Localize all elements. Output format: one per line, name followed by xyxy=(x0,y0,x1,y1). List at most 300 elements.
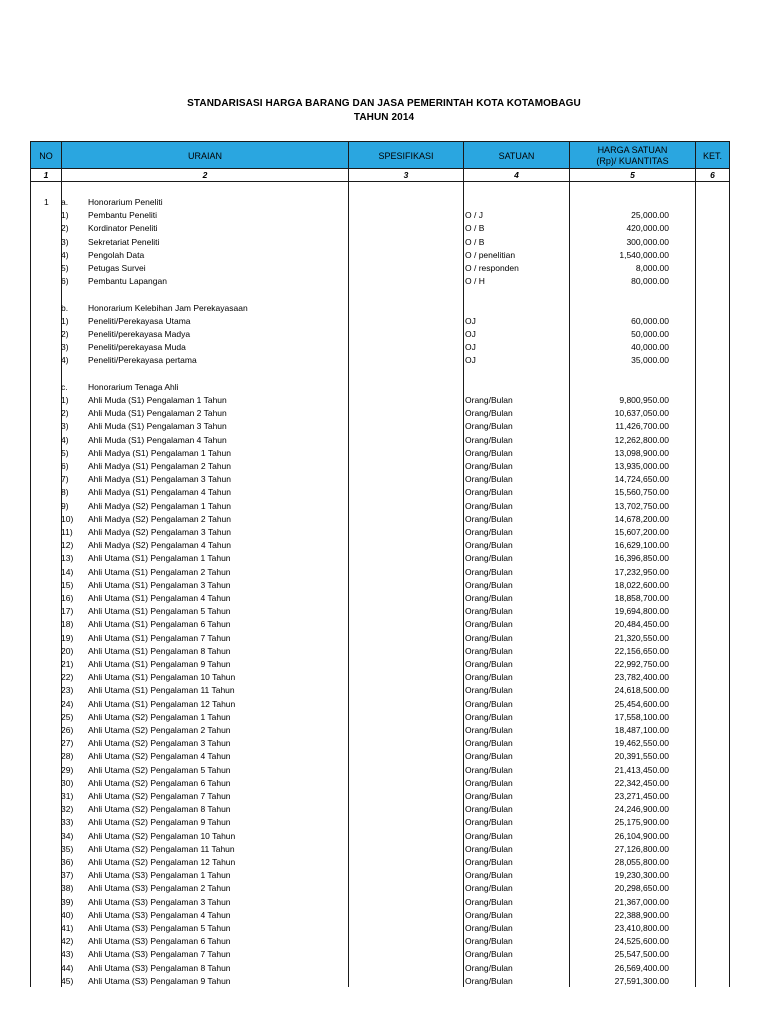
item-price: 28,055,800.00 xyxy=(614,857,669,867)
item-price: 20,484,450.00 xyxy=(614,619,669,630)
table-row xyxy=(0,420,768,433)
item-name: Ahli Madya (S2) Pengalaman 4 Tahun xyxy=(88,540,232,551)
section-header-row xyxy=(0,196,768,209)
item-name: Ahli Madya (S1) Pengalaman 1 Tahun xyxy=(88,447,232,458)
table-row xyxy=(0,526,768,539)
item-name: Peneliti/Perekayasa pertama xyxy=(88,355,197,366)
item-price: 21,413,450.00 xyxy=(614,764,669,775)
table-row xyxy=(0,962,768,975)
item-number: 1) xyxy=(61,395,69,405)
item-unit: Orang/Bulan xyxy=(465,593,513,603)
item-name: Ahli Utama (S2) Pengalaman 10 Tahun xyxy=(88,830,236,841)
item-number: 16) xyxy=(61,593,74,603)
item-price: 60,000.00 xyxy=(631,315,669,326)
item-price: 25,175,900.00 xyxy=(614,817,669,828)
item-unit: Orang/Bulan xyxy=(465,619,513,630)
table-row xyxy=(0,737,768,750)
item-name: Pembantu Lapangan xyxy=(88,276,167,287)
item-unit: O / J xyxy=(465,210,483,221)
item-number: 10) xyxy=(61,513,74,524)
item-unit: Orang/Bulan xyxy=(465,883,513,894)
item-unit: O / penelitian xyxy=(465,249,516,260)
item-number: 25) xyxy=(61,711,74,722)
table-row xyxy=(0,209,768,222)
table-row xyxy=(0,856,768,869)
section-title: Honorarium Peneliti xyxy=(88,197,163,207)
item-unit: Orang/Bulan xyxy=(465,698,513,709)
item-name: Ahli Utama (S1) Pengalaman 12 Tahun xyxy=(88,698,236,709)
item-name: Ahli Utama (S2) Pengalaman 3 Tahun xyxy=(88,738,231,749)
item-name: Ahli Utama (S2) Pengalaman 5 Tahun xyxy=(88,764,231,775)
item-unit: Orang/Bulan xyxy=(465,751,513,762)
section-header-row xyxy=(0,302,768,315)
item-unit: Orang/Bulan xyxy=(465,606,513,617)
item-price: 23,410,800.00 xyxy=(614,923,669,933)
table-row xyxy=(0,645,768,658)
item-number: 24) xyxy=(61,698,74,709)
item-price: 14,678,200.00 xyxy=(614,513,669,524)
item-price: 20,391,550.00 xyxy=(614,751,669,762)
item-number: 18) xyxy=(61,619,74,630)
item-unit: OJ xyxy=(465,329,476,339)
item-price: 11,426,700.00 xyxy=(615,421,669,432)
table-row xyxy=(0,275,768,288)
table-row xyxy=(0,460,768,473)
item-number: 17) xyxy=(61,606,74,617)
table-row xyxy=(0,354,768,367)
item-name: Kordinator Peneliti xyxy=(88,223,158,234)
item-name: Ahli Utama (S1) Pengalaman 10 Tahun xyxy=(88,672,236,683)
col-number: 3 xyxy=(349,169,464,181)
item-number: 12) xyxy=(61,540,74,551)
table-row xyxy=(0,935,768,948)
item-name: Ahli Utama (S3) Pengalaman 6 Tahun xyxy=(88,936,231,947)
item-name: Ahli Utama (S3) Pengalaman 9 Tahun xyxy=(88,975,231,986)
table-row xyxy=(0,869,768,882)
item-name: Ahli Utama (S3) Pengalaman 2 Tahun xyxy=(88,883,231,894)
item-name: Ahli Utama (S2) Pengalaman 7 Tahun xyxy=(88,791,231,801)
item-number: 5) xyxy=(61,447,69,458)
item-price: 16,629,100.00 xyxy=(614,540,669,551)
item-price: 14,724,650.00 xyxy=(614,474,669,485)
item-name: Ahli Utama (S2) Pengalaman 2 Tahun xyxy=(88,725,231,735)
item-unit: Orang/Bulan xyxy=(465,738,513,749)
item-price: 19,462,550.00 xyxy=(614,738,669,749)
item-number: 4) xyxy=(61,434,69,445)
item-price: 24,525,600.00 xyxy=(614,936,669,947)
item-name: Peneliti/perekayasa Muda xyxy=(88,342,186,353)
item-number: 6) xyxy=(61,461,69,471)
header-spesifikasi: SPESIFIKASI xyxy=(349,142,464,170)
item-unit: O / B xyxy=(465,236,485,247)
item-name: Peneliti/perekayasa Madya xyxy=(88,329,191,339)
table-row xyxy=(0,394,768,407)
item-number: 4) xyxy=(61,249,69,260)
item-number: 1) xyxy=(61,210,69,221)
document-subtitle: TAHUN 2014 xyxy=(353,112,415,123)
table-row xyxy=(0,407,768,420)
item-price: 21,320,550.00 xyxy=(614,632,669,643)
section-letter: c. xyxy=(61,381,68,392)
item-unit: Orang/Bulan xyxy=(465,579,513,590)
item-price: 17,232,950.00 xyxy=(614,566,669,577)
item-price: 20,298,650.00 xyxy=(614,883,669,894)
item-number: 38) xyxy=(61,883,74,894)
item-price: 23,271,450.00 xyxy=(614,791,669,801)
item-name: Pengolah Data xyxy=(88,249,145,260)
item-price: 18,487,100.00 xyxy=(614,725,669,735)
item-number: 41) xyxy=(61,923,74,933)
item-unit: Orang/Bulan xyxy=(465,447,513,458)
item-unit: Orang/Bulan xyxy=(465,474,513,485)
header-no: NO xyxy=(31,142,62,170)
item-price: 16,396,850.00 xyxy=(614,553,669,564)
item-unit: Orang/Bulan xyxy=(465,764,513,775)
item-unit: Orang/Bulan xyxy=(465,949,513,960)
table-row xyxy=(0,513,768,526)
item-name: Ahli Muda (S1) Pengalaman 2 Tahun xyxy=(88,408,227,419)
item-name: Ahli Madya (S1) Pengalaman 2 Tahun xyxy=(88,461,232,471)
table-row xyxy=(0,777,768,790)
item-price: 13,935,000.00 xyxy=(614,461,669,471)
item-price: 13,702,750.00 xyxy=(614,500,669,511)
item-number: 31) xyxy=(61,791,74,801)
item-number: 39) xyxy=(61,896,74,907)
item-name: Ahli Utama (S1) Pengalaman 3 Tahun xyxy=(88,579,231,590)
table-row xyxy=(0,724,768,737)
item-unit: Orang/Bulan xyxy=(465,461,513,471)
item-price: 50,000.00 xyxy=(631,329,669,339)
item-name: Ahli Utama (S2) Pengalaman 6 Tahun xyxy=(88,777,231,788)
table-row xyxy=(0,711,768,724)
item-unit: Orang/Bulan xyxy=(465,487,513,498)
table-row xyxy=(0,750,768,763)
table-row xyxy=(0,975,768,988)
item-name: Ahli Utama (S1) Pengalaman 5 Tahun xyxy=(88,606,231,617)
item-number: 35) xyxy=(61,843,74,854)
table-row xyxy=(0,328,768,341)
item-name: Ahli Utama (S1) Pengalaman 4 Tahun xyxy=(88,593,231,603)
item-number: 37) xyxy=(61,870,74,881)
item-unit: Orang/Bulan xyxy=(465,672,513,683)
item-name: Peneliti/Perekayasa Utama xyxy=(88,315,191,326)
item-price: 420,000.00 xyxy=(626,223,669,234)
table-row xyxy=(0,341,768,354)
item-number: 22) xyxy=(61,672,74,683)
table-row xyxy=(0,882,768,895)
item-number: 15) xyxy=(61,579,74,590)
table-row xyxy=(0,922,768,935)
item-price: 15,607,200.00 xyxy=(614,527,669,537)
item-name: Sekretariat Peneliti xyxy=(88,236,160,247)
table-row xyxy=(0,909,768,922)
item-unit: O / H xyxy=(465,276,485,287)
item-unit: Orang/Bulan xyxy=(465,421,513,432)
item-name: Ahli Utama (S3) Pengalaman 5 Tahun xyxy=(88,923,231,933)
item-unit: Orang/Bulan xyxy=(465,395,513,405)
table-row xyxy=(0,552,768,565)
item-number: 42) xyxy=(61,936,74,947)
item-unit: Orang/Bulan xyxy=(465,408,513,419)
item-unit: Orang/Bulan xyxy=(465,500,513,511)
item-name: Petugas Survei xyxy=(88,263,146,273)
item-unit: Orang/Bulan xyxy=(465,843,513,854)
item-name: Ahli Utama (S1) Pengalaman 6 Tahun xyxy=(88,619,231,630)
section-letter: a. xyxy=(61,197,69,207)
item-unit: Orang/Bulan xyxy=(465,540,513,551)
item-unit: Orang/Bulan xyxy=(465,936,513,947)
item-price: 12,262,800.00 xyxy=(614,434,669,445)
item-price: 18,858,700.00 xyxy=(614,593,669,603)
header-harga-line2: (Rp)/ KUANTITAS xyxy=(596,156,669,166)
item-number: 8) xyxy=(61,487,69,498)
table-row xyxy=(0,500,768,513)
item-unit: Orang/Bulan xyxy=(465,513,513,524)
item-price: 22,342,450.00 xyxy=(614,777,669,788)
section-number: 1 xyxy=(44,197,49,207)
table-row xyxy=(0,592,768,605)
item-unit: Orang/Bulan xyxy=(465,632,513,643)
item-number: 29) xyxy=(61,764,74,775)
item-price: 27,126,800.00 xyxy=(614,843,669,854)
header-harga xyxy=(570,142,696,170)
item-price: 10,637,050.00 xyxy=(614,408,669,419)
item-number: 3) xyxy=(61,342,69,353)
item-price: 25,547,500.00 xyxy=(614,949,669,960)
item-name: Ahli Madya (S1) Pengalaman 3 Tahun xyxy=(88,474,232,485)
col-number: 5 xyxy=(570,169,696,181)
item-unit: Orang/Bulan xyxy=(465,962,513,973)
item-unit: Orang/Bulan xyxy=(465,566,513,577)
item-unit: Orang/Bulan xyxy=(465,896,513,907)
item-number: 7) xyxy=(61,474,69,485)
section-title: Honorarium Tenaga Ahli xyxy=(88,381,179,392)
item-number: 45) xyxy=(61,975,74,986)
item-unit: Orang/Bulan xyxy=(465,711,513,722)
table-row xyxy=(0,803,768,816)
item-number: 9) xyxy=(61,500,69,511)
item-price: 40,000.00 xyxy=(631,342,669,353)
item-number: 32) xyxy=(61,804,74,815)
item-price: 19,230,300.00 xyxy=(614,870,669,881)
item-unit: Orang/Bulan xyxy=(465,553,513,564)
item-price: 19,694,800.00 xyxy=(614,606,669,617)
item-price: 17,558,100.00 xyxy=(614,711,669,722)
table-row xyxy=(0,816,768,829)
item-number: 27) xyxy=(61,738,74,749)
item-name: Ahli Utama (S1) Pengalaman 7 Tahun xyxy=(88,632,231,643)
item-name: Ahli Utama (S2) Pengalaman 1 Tahun xyxy=(88,711,231,722)
item-unit: Orang/Bulan xyxy=(465,434,513,445)
table-row xyxy=(0,434,768,447)
item-number: 43) xyxy=(61,949,74,960)
item-number: 28) xyxy=(61,751,74,762)
item-name: Ahli Utama (S2) Pengalaman 9 Tahun xyxy=(88,817,231,828)
item-number: 40) xyxy=(61,909,74,920)
item-name: Ahli Muda (S1) Pengalaman 1 Tahun xyxy=(88,395,227,405)
table-row xyxy=(0,618,768,631)
section-letter: b. xyxy=(61,302,69,313)
table-row xyxy=(0,539,768,552)
item-name: Ahli Utama (S2) Pengalaman 12 Tahun xyxy=(88,857,236,867)
item-number: 11) xyxy=(61,527,73,537)
item-price: 24,246,900.00 xyxy=(614,804,669,815)
item-unit: Orang/Bulan xyxy=(465,923,513,933)
item-name: Ahli Utama (S3) Pengalaman 3 Tahun xyxy=(88,896,231,907)
item-name: Ahli Utama (S3) Pengalaman 8 Tahun xyxy=(88,962,231,973)
item-unit: OJ xyxy=(465,355,476,366)
item-name: Ahli Utama (S3) Pengalaman 4 Tahun xyxy=(88,909,231,920)
item-price: 13,098,900.00 xyxy=(614,447,669,458)
item-name: Ahli Madya (S2) Pengalaman 1 Tahun xyxy=(88,500,232,511)
table-row xyxy=(0,843,768,856)
item-unit: Orang/Bulan xyxy=(465,870,513,881)
table-row xyxy=(0,447,768,460)
item-name: Ahli Madya (S2) Pengalaman 3 Tahun xyxy=(88,527,232,537)
item-unit: Orang/Bulan xyxy=(465,909,513,920)
item-unit: Orang/Bulan xyxy=(465,645,513,656)
item-name: Ahli Utama (S3) Pengalaman 1 Tahun xyxy=(88,870,231,881)
item-price: 26,569,400.00 xyxy=(614,962,669,973)
item-price: 1,540,000.00 xyxy=(619,249,669,260)
item-name: Ahli Madya (S1) Pengalaman 4 Tahun xyxy=(88,487,232,498)
item-price: 24,618,500.00 xyxy=(614,685,669,696)
section-header-row xyxy=(0,381,768,394)
item-unit: Orang/Bulan xyxy=(465,527,513,537)
item-unit: O / B xyxy=(465,223,485,234)
item-name: Ahli Muda (S1) Pengalaman 4 Tahun xyxy=(88,434,227,445)
item-number: 44) xyxy=(61,962,74,973)
item-unit: OJ xyxy=(465,315,476,326)
item-unit: Orang/Bulan xyxy=(465,804,513,815)
item-name: Pembantu Peneliti xyxy=(88,210,157,221)
item-number: 21) xyxy=(61,659,74,669)
table-row xyxy=(0,830,768,843)
col-number: 1 xyxy=(31,169,62,181)
item-number: 1) xyxy=(61,315,69,326)
item-unit: Orang/Bulan xyxy=(465,791,513,801)
section-title: Honorarium Kelebihan Jam Perekayasaan xyxy=(88,302,248,313)
item-unit: Orang/Bulan xyxy=(465,975,513,986)
item-number: 3) xyxy=(61,421,69,432)
item-price: 22,156,650.00 xyxy=(614,645,669,656)
item-number: 14) xyxy=(61,566,74,577)
item-price: 25,000.00 xyxy=(631,210,669,221)
item-name: Ahli Madya (S2) Pengalaman 2 Tahun xyxy=(88,513,232,524)
table-row xyxy=(0,236,768,249)
item-unit: Orang/Bulan xyxy=(465,817,513,828)
item-number: 13) xyxy=(61,553,74,564)
table-row xyxy=(0,658,768,671)
item-unit: OJ xyxy=(465,342,476,353)
item-unit: O / responden xyxy=(465,263,519,273)
item-unit: Orang/Bulan xyxy=(465,777,513,788)
item-name: Ahli Utama (S1) Pengalaman 9 Tahun xyxy=(88,659,231,669)
item-price: 8,000.00 xyxy=(635,263,669,273)
table-row xyxy=(0,698,768,711)
item-price: 21,367,000.00 xyxy=(614,896,669,907)
item-number: 30) xyxy=(61,777,74,788)
item-name: Ahli Utama (S3) Pengalaman 7 Tahun xyxy=(88,949,231,960)
item-price: 300,000.00 xyxy=(626,236,669,247)
item-name: Ahli Utama (S1) Pengalaman 8 Tahun xyxy=(88,645,231,656)
table-row xyxy=(0,315,768,328)
item-number: 5) xyxy=(61,263,69,273)
table-row xyxy=(0,579,768,592)
table-row xyxy=(0,473,768,486)
col-number: 4 xyxy=(464,169,570,181)
table-row xyxy=(0,948,768,961)
item-price: 22,992,750.00 xyxy=(614,659,669,669)
item-number: 2) xyxy=(61,408,69,419)
item-unit: Orang/Bulan xyxy=(465,685,513,696)
item-price: 15,560,750.00 xyxy=(614,487,669,498)
item-number: 3) xyxy=(61,236,69,247)
item-unit: Orang/Bulan xyxy=(465,725,513,735)
item-number: 20) xyxy=(61,645,74,656)
item-price: 35,000.00 xyxy=(631,355,669,366)
item-number: 19) xyxy=(61,632,74,643)
item-price: 22,388,900.00 xyxy=(614,909,669,920)
table-header xyxy=(30,141,730,169)
table-row xyxy=(0,222,768,235)
table-row xyxy=(0,605,768,618)
item-name: Ahli Utama (S2) Pengalaman 8 Tahun xyxy=(88,804,231,815)
item-unit: Orang/Bulan xyxy=(465,659,513,669)
col-number: 6 xyxy=(710,170,715,180)
item-number: 6) xyxy=(61,276,69,287)
table-row xyxy=(0,249,768,262)
item-number: 4) xyxy=(61,355,69,366)
document-title: STANDARISASI HARGA BARANG DAN JASA PEMERINTAH KOTA KOTAMOBAGU xyxy=(187,98,581,109)
item-number: 2) xyxy=(61,223,69,234)
column-number-row xyxy=(30,169,730,182)
item-number: 26) xyxy=(61,725,74,735)
header-uraian: URAIAN xyxy=(62,142,349,170)
item-price: 9,800,950.00 xyxy=(619,395,669,405)
item-name: Ahli Utama (S2) Pengalaman 4 Tahun xyxy=(88,751,231,762)
table-row xyxy=(0,684,768,697)
item-name: Ahli Utama (S2) Pengalaman 11 Tahun xyxy=(88,843,235,854)
col-number: 2 xyxy=(62,169,349,181)
item-price: 18,022,600.00 xyxy=(614,579,669,590)
item-unit: Orang/Bulan xyxy=(465,830,513,841)
table-row xyxy=(0,790,768,803)
item-number: 33) xyxy=(61,817,74,828)
table-row xyxy=(0,764,768,777)
header-ket: KET. xyxy=(702,150,722,161)
item-price: 80,000.00 xyxy=(631,276,669,287)
item-number: 34) xyxy=(61,830,74,841)
table-row xyxy=(0,262,768,275)
item-price: 27,591,300.00 xyxy=(614,975,669,986)
item-price: 25,454,600.00 xyxy=(614,698,669,709)
item-number: 23) xyxy=(61,685,74,696)
item-name: Ahli Utama (S1) Pengalaman 1 Tahun xyxy=(88,553,231,564)
header-harga-line1: HARGA SATUAN xyxy=(597,145,668,155)
item-unit: Orang/Bulan xyxy=(465,857,513,867)
table-row xyxy=(0,486,768,499)
item-name: Ahli Muda (S1) Pengalaman 3 Tahun xyxy=(88,421,227,432)
item-name: Ahli Utama (S1) Pengalaman 11 Tahun xyxy=(88,685,235,696)
item-price: 26,104,900.00 xyxy=(614,830,669,841)
item-price: 23,782,400.00 xyxy=(614,672,669,683)
header-satuan: SATUAN xyxy=(464,142,570,170)
item-name: Ahli Utama (S1) Pengalaman 2 Tahun xyxy=(88,566,231,577)
item-number: 2) xyxy=(61,329,69,339)
item-number: 36) xyxy=(61,857,74,867)
table-row xyxy=(0,896,768,909)
